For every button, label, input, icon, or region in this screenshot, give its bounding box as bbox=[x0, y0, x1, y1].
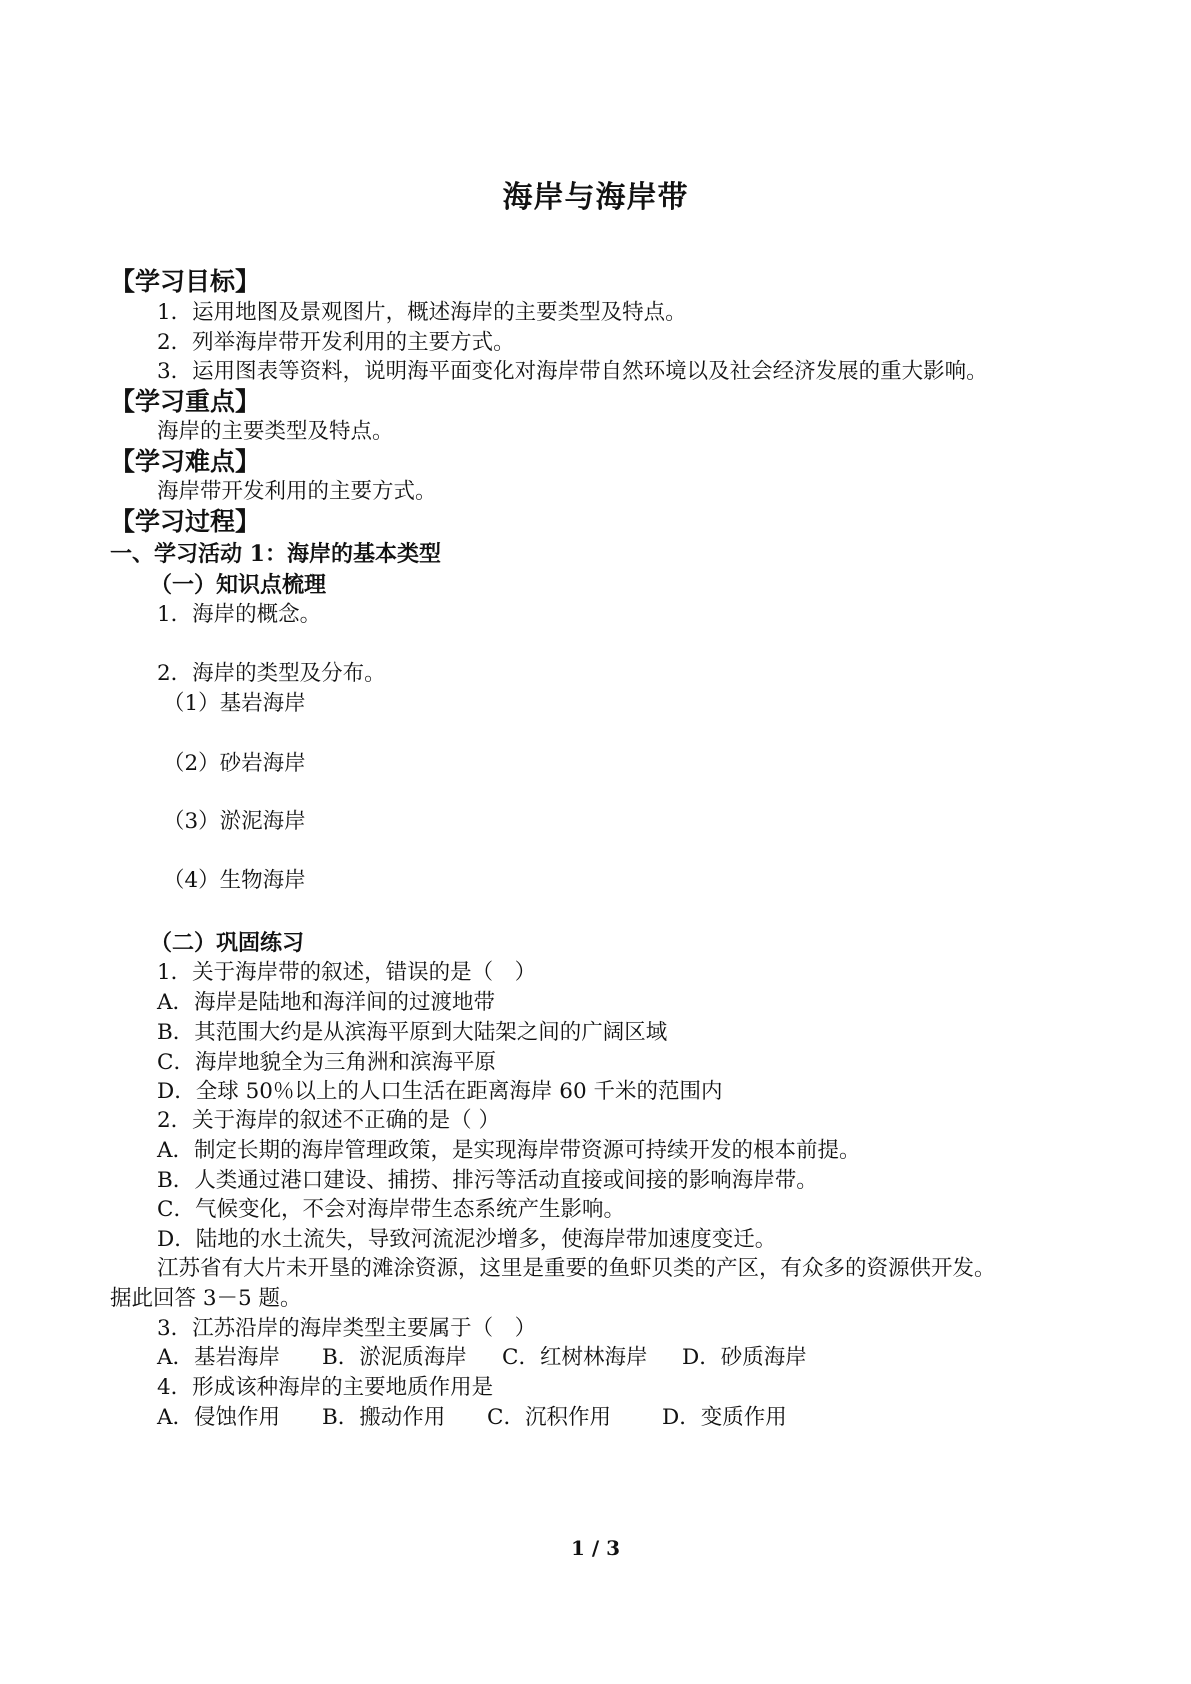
objective-item: 1．运用地图及景观图片，概述海岸的主要类型及特点。 bbox=[157, 300, 687, 325]
question-option: C．红树林海岸 bbox=[502, 1345, 648, 1370]
keypoint-heading: 【学习重点】 bbox=[110, 387, 261, 416]
question-option: A．海岸是陆地和海洋间的过渡地带 bbox=[157, 990, 496, 1015]
question-option: C．沉积作用 bbox=[487, 1405, 611, 1430]
difficulty-text: 海岸带开发利用的主要方式。 bbox=[157, 479, 437, 504]
process-heading: 【学习过程】 bbox=[110, 507, 261, 536]
coast-type: （1）基岩海岸 bbox=[163, 691, 306, 716]
question-option: D．陆地的水土流失，导致河流泥沙增多，使海岸带加速度变迁。 bbox=[157, 1227, 777, 1252]
page-number: 1 / 3 bbox=[570, 1536, 621, 1560]
coast-type: （3）淤泥海岸 bbox=[163, 809, 306, 834]
question-option: B．淤泥质海岸 bbox=[322, 1345, 467, 1370]
question-3: 3．江苏沿岸的海岸类型主要属于（ ） bbox=[157, 1316, 537, 1341]
objective-item: 2．列举海岸带开发利用的主要方式。 bbox=[157, 330, 515, 355]
question-option: B．人类通过港口建设、捕捞、排污等活动直接或间接的影响海岸带。 bbox=[157, 1168, 818, 1193]
passage-text: 江苏省有大片未开垦的滩涂资源，这里是重要的鱼虾贝类的产区，有众多的资源供开发。 bbox=[157, 1256, 996, 1281]
coast-type: （4）生物海岸 bbox=[163, 868, 306, 893]
objectives-heading: 【学习目标】 bbox=[110, 267, 261, 296]
question-4-options bbox=[157, 1402, 787, 1434]
knowledge-item: 2．海岸的类型及分布。 bbox=[157, 661, 386, 686]
knowledge-item: 1．海岸的概念。 bbox=[157, 602, 322, 627]
question-option: C．海岸地貌全为三角洲和滨海平原 bbox=[157, 1050, 496, 1075]
question-option: B．其范围大约是从滨海平原到大陆架之间的广阔区域 bbox=[157, 1020, 668, 1045]
question-4: 4．形成该种海岸的主要地质作用是 bbox=[157, 1375, 494, 1400]
question-2: 2．关于海岸的叙述不正确的是（ ） bbox=[157, 1108, 501, 1133]
keypoint-text: 海岸的主要类型及特点。 bbox=[157, 419, 394, 444]
question-option: D．全球 50％以上的人口生活在距离海岸 60 千米的范围内 bbox=[157, 1079, 723, 1104]
question-3-options bbox=[157, 1342, 807, 1374]
question-option: B．搬动作用 bbox=[322, 1405, 446, 1430]
question-option: C．气候变化，不会对海岸带生态系统产生影响。 bbox=[157, 1197, 625, 1222]
coast-type: （2）砂岩海岸 bbox=[163, 751, 306, 776]
subsection-heading: （二）巩固练习 bbox=[150, 930, 305, 956]
question-option: A．侵蚀作用 bbox=[157, 1405, 281, 1430]
question-option: A．基岩海岸 bbox=[157, 1345, 281, 1370]
question-option: D．变质作用 bbox=[662, 1405, 787, 1430]
question-1: 1．关于海岸带的叙述，错误的是（ ） bbox=[157, 960, 537, 985]
question-option: D．砂质海岸 bbox=[682, 1345, 807, 1370]
page-title: 海岸与海岸带 bbox=[502, 180, 689, 215]
objective-item: 3．运用图表等资料，说明海平面变化对海岸带自然环境以及社会经济发展的重大影响。 bbox=[157, 359, 988, 384]
subsection-heading: （一）知识点梳理 bbox=[150, 572, 327, 598]
activity-heading: 一、学习活动 1：海岸的基本类型 bbox=[110, 541, 441, 567]
question-option: A．制定长期的海岸管理政策，是实现海岸带资源可持续开发的根本前提。 bbox=[157, 1138, 861, 1163]
passage-text: 据此回答 3－5 题。 bbox=[110, 1286, 302, 1311]
difficulty-heading: 【学习难点】 bbox=[110, 447, 261, 476]
